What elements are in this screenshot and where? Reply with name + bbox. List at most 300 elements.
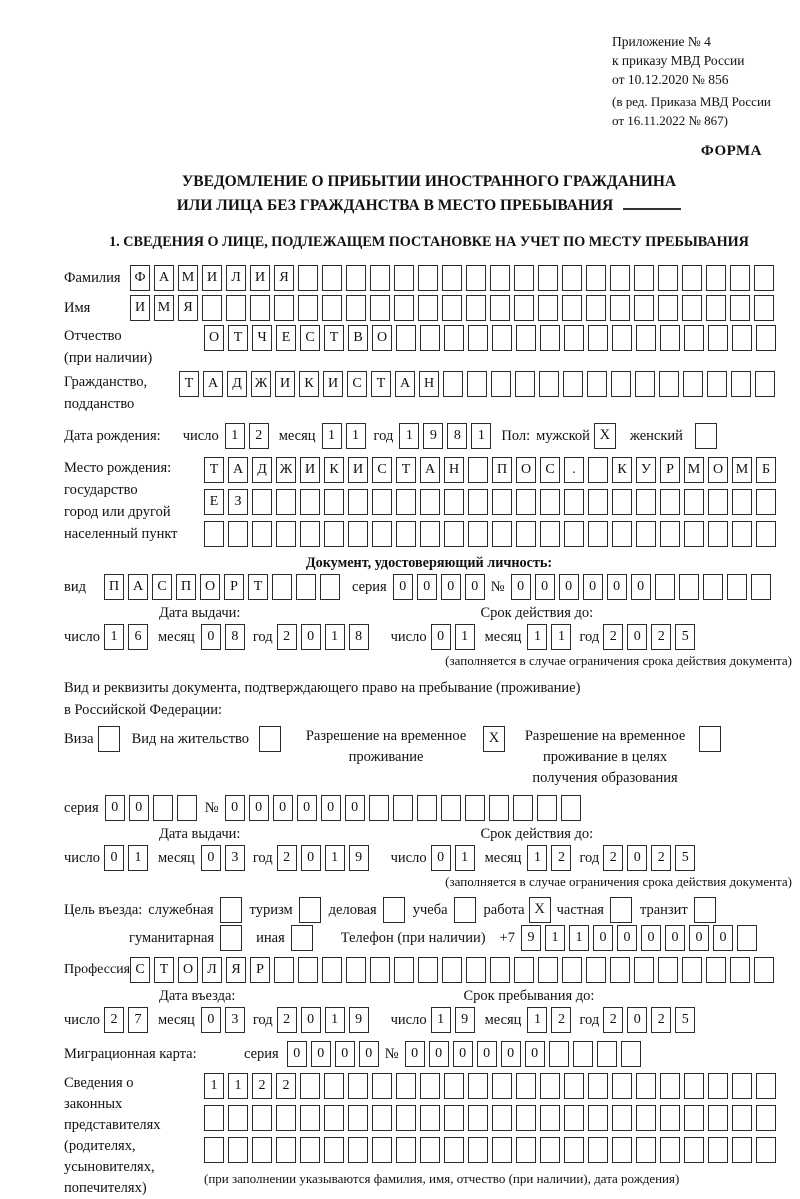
char-cell[interactable] xyxy=(562,957,582,983)
char-cell[interactable]: 2 xyxy=(603,1007,623,1033)
char-cell[interactable] xyxy=(756,1073,776,1099)
char-cell[interactable] xyxy=(491,371,511,397)
char-cell[interactable]: П xyxy=(176,574,196,600)
char-cell[interactable]: 0 xyxy=(535,574,555,600)
char-cell[interactable] xyxy=(252,489,272,515)
char-cell[interactable] xyxy=(612,325,632,351)
char-cell[interactable]: С xyxy=(540,457,560,483)
char-cell[interactable] xyxy=(418,265,438,291)
char-cell[interactable] xyxy=(706,265,726,291)
char-cell[interactable] xyxy=(276,521,296,547)
char-cell[interactable] xyxy=(660,489,680,515)
char-cell[interactable]: Т xyxy=(204,457,224,483)
char-cell[interactable] xyxy=(586,265,606,291)
char-cell[interactable]: . xyxy=(564,457,584,483)
char-cell[interactable]: 0 xyxy=(225,795,245,821)
char-cell[interactable] xyxy=(394,265,414,291)
char-cell[interactable]: 2 xyxy=(276,1073,296,1099)
char-cell[interactable]: 3 xyxy=(225,1007,245,1033)
char-cell[interactable] xyxy=(300,1137,320,1163)
purpose-private-checkbox[interactable] xyxy=(610,897,632,923)
char-cell[interactable] xyxy=(587,371,607,397)
char-cell[interactable]: 0 xyxy=(249,795,269,821)
char-cell[interactable] xyxy=(320,574,340,600)
char-cell[interactable]: 0 xyxy=(627,845,647,871)
char-cell[interactable]: С xyxy=(347,371,367,397)
char-cell[interactable] xyxy=(418,957,438,983)
char-cell[interactable] xyxy=(539,371,559,397)
char-cell[interactable] xyxy=(465,795,485,821)
char-cell[interactable] xyxy=(372,1105,392,1131)
char-cell[interactable] xyxy=(324,1105,344,1131)
char-cell[interactable] xyxy=(466,957,486,983)
char-cell[interactable]: И xyxy=(130,295,150,321)
char-cell[interactable] xyxy=(658,265,678,291)
char-cell[interactable] xyxy=(727,574,747,600)
char-cell[interactable] xyxy=(754,295,774,321)
char-cell[interactable] xyxy=(562,295,582,321)
char-cell[interactable] xyxy=(684,1137,704,1163)
char-cell[interactable] xyxy=(420,521,440,547)
char-cell[interactable]: 2 xyxy=(277,1007,297,1033)
char-cell[interactable] xyxy=(756,325,776,351)
char-cell[interactable]: 0 xyxy=(627,1007,647,1033)
char-cell[interactable]: Д xyxy=(227,371,247,397)
char-cell[interactable] xyxy=(658,295,678,321)
char-cell[interactable]: 0 xyxy=(405,1041,425,1067)
char-cell[interactable]: 5 xyxy=(675,624,695,650)
char-cell[interactable]: 0 xyxy=(311,1041,331,1067)
char-cell[interactable]: 0 xyxy=(201,624,221,650)
edu-permit-checkbox[interactable] xyxy=(699,726,721,752)
char-cell[interactable] xyxy=(612,1137,632,1163)
char-cell[interactable] xyxy=(324,1137,344,1163)
char-cell[interactable] xyxy=(372,489,392,515)
char-cell[interactable] xyxy=(394,957,414,983)
char-cell[interactable] xyxy=(348,1105,368,1131)
char-cell[interactable]: 0 xyxy=(393,574,413,600)
char-cell[interactable] xyxy=(730,957,750,983)
char-cell[interactable]: 9 xyxy=(423,423,443,449)
char-cell[interactable] xyxy=(563,371,583,397)
char-cell[interactable]: Т xyxy=(228,325,248,351)
char-cell[interactable] xyxy=(682,265,702,291)
char-cell[interactable]: У xyxy=(636,457,656,483)
char-cell[interactable] xyxy=(276,1105,296,1131)
char-cell[interactable]: 8 xyxy=(225,624,245,650)
char-cell[interactable] xyxy=(444,521,464,547)
char-cell[interactable]: Я xyxy=(274,265,294,291)
purpose-work-checkbox[interactable]: X xyxy=(529,897,551,923)
char-cell[interactable] xyxy=(516,1105,536,1131)
char-cell[interactable]: 0 xyxy=(105,795,125,821)
char-cell[interactable] xyxy=(612,489,632,515)
sex-female-checkbox[interactable] xyxy=(695,423,717,449)
char-cell[interactable]: В xyxy=(348,325,368,351)
char-cell[interactable] xyxy=(732,521,752,547)
char-cell[interactable]: К xyxy=(324,457,344,483)
char-cell[interactable] xyxy=(516,1137,536,1163)
char-cell[interactable]: Ж xyxy=(276,457,296,483)
char-cell[interactable] xyxy=(370,295,390,321)
char-cell[interactable] xyxy=(492,1073,512,1099)
char-cell[interactable]: Е xyxy=(204,489,224,515)
char-cell[interactable] xyxy=(514,295,534,321)
char-cell[interactable] xyxy=(348,1073,368,1099)
char-cell[interactable] xyxy=(564,325,584,351)
char-cell[interactable] xyxy=(707,371,727,397)
char-cell[interactable] xyxy=(610,265,630,291)
char-cell[interactable] xyxy=(444,1105,464,1131)
char-cell[interactable] xyxy=(708,521,728,547)
purpose-study-checkbox[interactable] xyxy=(454,897,476,923)
char-cell[interactable] xyxy=(252,521,272,547)
char-cell[interactable]: 0 xyxy=(417,574,437,600)
char-cell[interactable] xyxy=(492,521,512,547)
char-cell[interactable] xyxy=(660,521,680,547)
char-cell[interactable] xyxy=(418,295,438,321)
char-cell[interactable] xyxy=(492,1137,512,1163)
char-cell[interactable]: 0 xyxy=(201,845,221,871)
char-cell[interactable]: М xyxy=(684,457,704,483)
char-cell[interactable]: А xyxy=(420,457,440,483)
char-cell[interactable]: 1 xyxy=(431,1007,451,1033)
char-cell[interactable] xyxy=(610,295,630,321)
char-cell[interactable]: 1 xyxy=(545,925,565,951)
char-cell[interactable] xyxy=(684,521,704,547)
char-cell[interactable] xyxy=(660,1137,680,1163)
char-cell[interactable]: 0 xyxy=(273,795,293,821)
char-cell[interactable] xyxy=(537,795,557,821)
char-cell[interactable]: 2 xyxy=(651,845,671,871)
char-cell[interactable] xyxy=(610,957,630,983)
char-cell[interactable] xyxy=(420,1073,440,1099)
char-cell[interactable]: Р xyxy=(224,574,244,600)
char-cell[interactable] xyxy=(396,325,416,351)
char-cell[interactable]: 0 xyxy=(287,1041,307,1067)
char-cell[interactable]: 9 xyxy=(349,845,369,871)
char-cell[interactable] xyxy=(513,795,533,821)
char-cell[interactable]: 0 xyxy=(627,624,647,650)
char-cell[interactable] xyxy=(250,295,270,321)
char-cell[interactable] xyxy=(706,957,726,983)
char-cell[interactable] xyxy=(276,489,296,515)
char-cell[interactable] xyxy=(252,1105,272,1131)
char-cell[interactable]: 0 xyxy=(583,574,603,600)
char-cell[interactable]: 0 xyxy=(441,574,461,600)
char-cell[interactable] xyxy=(636,521,656,547)
char-cell[interactable] xyxy=(514,265,534,291)
char-cell[interactable]: И xyxy=(300,457,320,483)
char-cell[interactable]: 2 xyxy=(651,624,671,650)
char-cell[interactable]: 0 xyxy=(617,925,637,951)
char-cell[interactable] xyxy=(348,489,368,515)
char-cell[interactable]: О xyxy=(200,574,220,600)
char-cell[interactable] xyxy=(549,1041,569,1067)
char-cell[interactable] xyxy=(586,957,606,983)
char-cell[interactable]: Н xyxy=(444,457,464,483)
char-cell[interactable] xyxy=(324,521,344,547)
char-cell[interactable] xyxy=(658,957,678,983)
char-cell[interactable] xyxy=(708,1137,728,1163)
char-cell[interactable]: А xyxy=(128,574,148,600)
char-cell[interactable]: М xyxy=(154,295,174,321)
char-cell[interactable]: 0 xyxy=(345,795,365,821)
char-cell[interactable] xyxy=(561,795,581,821)
char-cell[interactable] xyxy=(252,1137,272,1163)
char-cell[interactable]: 0 xyxy=(301,624,321,650)
char-cell[interactable] xyxy=(732,489,752,515)
char-cell[interactable]: Д xyxy=(252,457,272,483)
char-cell[interactable] xyxy=(322,265,342,291)
char-cell[interactable]: К xyxy=(299,371,319,397)
char-cell[interactable] xyxy=(682,957,702,983)
char-cell[interactable] xyxy=(228,1137,248,1163)
char-cell[interactable] xyxy=(588,1137,608,1163)
char-cell[interactable] xyxy=(396,521,416,547)
char-cell[interactable] xyxy=(540,325,560,351)
char-cell[interactable] xyxy=(396,1105,416,1131)
char-cell[interactable] xyxy=(754,957,774,983)
char-cell[interactable] xyxy=(684,489,704,515)
char-cell[interactable] xyxy=(516,1073,536,1099)
char-cell[interactable]: 1 xyxy=(455,624,475,650)
char-cell[interactable]: А xyxy=(154,265,174,291)
char-cell[interactable]: 2 xyxy=(277,624,297,650)
char-cell[interactable]: 1 xyxy=(527,624,547,650)
char-cell[interactable] xyxy=(468,489,488,515)
char-cell[interactable]: О xyxy=(516,457,536,483)
char-cell[interactable] xyxy=(684,1073,704,1099)
char-cell[interactable]: 0 xyxy=(525,1041,545,1067)
char-cell[interactable]: 0 xyxy=(511,574,531,600)
char-cell[interactable] xyxy=(612,521,632,547)
char-cell[interactable] xyxy=(274,957,294,983)
char-cell[interactable] xyxy=(490,957,510,983)
purpose-business-checkbox[interactable] xyxy=(383,897,405,923)
char-cell[interactable] xyxy=(564,489,584,515)
char-cell[interactable]: 1 xyxy=(128,845,148,871)
char-cell[interactable] xyxy=(394,295,414,321)
char-cell[interactable] xyxy=(346,295,366,321)
char-cell[interactable] xyxy=(372,1073,392,1099)
char-cell[interactable] xyxy=(466,295,486,321)
char-cell[interactable] xyxy=(300,1105,320,1131)
char-cell[interactable] xyxy=(348,521,368,547)
char-cell[interactable]: Ч xyxy=(252,325,272,351)
char-cell[interactable] xyxy=(683,371,703,397)
char-cell[interactable] xyxy=(444,325,464,351)
char-cell[interactable] xyxy=(516,521,536,547)
char-cell[interactable]: 1 xyxy=(325,624,345,650)
char-cell[interactable] xyxy=(370,957,390,983)
char-cell[interactable]: Т xyxy=(248,574,268,600)
char-cell[interactable]: И xyxy=(275,371,295,397)
char-cell[interactable]: М xyxy=(732,457,752,483)
char-cell[interactable] xyxy=(660,325,680,351)
char-cell[interactable] xyxy=(298,265,318,291)
char-cell[interactable] xyxy=(442,957,462,983)
char-cell[interactable]: 5 xyxy=(675,845,695,871)
char-cell[interactable]: 1 xyxy=(527,845,547,871)
char-cell[interactable]: С xyxy=(130,957,150,983)
char-cell[interactable] xyxy=(684,1105,704,1131)
temp-permit-checkbox[interactable]: X xyxy=(483,726,505,752)
char-cell[interactable] xyxy=(396,1073,416,1099)
char-cell[interactable] xyxy=(636,1137,656,1163)
char-cell[interactable] xyxy=(756,1105,776,1131)
char-cell[interactable] xyxy=(300,521,320,547)
char-cell[interactable]: 2 xyxy=(252,1073,272,1099)
char-cell[interactable]: 8 xyxy=(447,423,467,449)
char-cell[interactable]: 6 xyxy=(128,624,148,650)
char-cell[interactable] xyxy=(467,371,487,397)
char-cell[interactable]: 0 xyxy=(129,795,149,821)
char-cell[interactable] xyxy=(489,795,509,821)
char-cell[interactable]: 1 xyxy=(104,624,124,650)
char-cell[interactable]: Ж xyxy=(251,371,271,397)
char-cell[interactable]: 1 xyxy=(228,1073,248,1099)
char-cell[interactable] xyxy=(636,1105,656,1131)
char-cell[interactable]: М xyxy=(178,265,198,291)
char-cell[interactable] xyxy=(369,795,389,821)
char-cell[interactable]: 1 xyxy=(225,423,245,449)
char-cell[interactable]: Т xyxy=(396,457,416,483)
char-cell[interactable] xyxy=(756,521,776,547)
char-cell[interactable]: Я xyxy=(178,295,198,321)
char-cell[interactable]: 0 xyxy=(335,1041,355,1067)
char-cell[interactable] xyxy=(372,521,392,547)
char-cell[interactable]: 1 xyxy=(325,845,345,871)
char-cell[interactable]: С xyxy=(372,457,392,483)
char-cell[interactable]: 0 xyxy=(453,1041,473,1067)
char-cell[interactable]: 0 xyxy=(301,1007,321,1033)
char-cell[interactable] xyxy=(564,521,584,547)
char-cell[interactable] xyxy=(444,489,464,515)
char-cell[interactable] xyxy=(420,489,440,515)
char-cell[interactable]: 5 xyxy=(675,1007,695,1033)
char-cell[interactable]: 0 xyxy=(297,795,317,821)
char-cell[interactable] xyxy=(322,295,342,321)
char-cell[interactable] xyxy=(204,521,224,547)
char-cell[interactable] xyxy=(468,1105,488,1131)
char-cell[interactable]: 0 xyxy=(665,925,685,951)
char-cell[interactable] xyxy=(684,325,704,351)
char-cell[interactable] xyxy=(300,1073,320,1099)
char-cell[interactable] xyxy=(660,1073,680,1099)
char-cell[interactable] xyxy=(370,265,390,291)
char-cell[interactable]: 0 xyxy=(477,1041,497,1067)
char-cell[interactable] xyxy=(754,265,774,291)
char-cell[interactable] xyxy=(540,1105,560,1131)
char-cell[interactable] xyxy=(298,957,318,983)
char-cell[interactable]: З xyxy=(228,489,248,515)
char-cell[interactable] xyxy=(324,489,344,515)
char-cell[interactable] xyxy=(372,1137,392,1163)
char-cell[interactable]: С xyxy=(152,574,172,600)
char-cell[interactable] xyxy=(348,1137,368,1163)
char-cell[interactable] xyxy=(679,574,699,600)
char-cell[interactable] xyxy=(442,295,462,321)
char-cell[interactable]: Н xyxy=(419,371,439,397)
char-cell[interactable]: Л xyxy=(202,957,222,983)
char-cell[interactable] xyxy=(492,489,512,515)
char-cell[interactable] xyxy=(655,574,675,600)
char-cell[interactable] xyxy=(324,1073,344,1099)
purpose-official-checkbox[interactable] xyxy=(220,897,242,923)
char-cell[interactable] xyxy=(588,457,608,483)
char-cell[interactable]: 0 xyxy=(201,1007,221,1033)
char-cell[interactable]: 1 xyxy=(551,624,571,650)
char-cell[interactable]: Т xyxy=(371,371,391,397)
char-cell[interactable] xyxy=(611,371,631,397)
char-cell[interactable] xyxy=(755,371,775,397)
char-cell[interactable] xyxy=(564,1105,584,1131)
char-cell[interactable] xyxy=(492,1105,512,1131)
char-cell[interactable]: 0 xyxy=(429,1041,449,1067)
char-cell[interactable] xyxy=(490,265,510,291)
char-cell[interactable]: 0 xyxy=(501,1041,521,1067)
char-cell[interactable] xyxy=(296,574,316,600)
char-cell[interactable] xyxy=(732,325,752,351)
char-cell[interactable]: 0 xyxy=(431,624,451,650)
char-cell[interactable] xyxy=(708,489,728,515)
char-cell[interactable] xyxy=(732,1105,752,1131)
char-cell[interactable]: 8 xyxy=(349,624,369,650)
char-cell[interactable]: 2 xyxy=(603,624,623,650)
char-cell[interactable]: И xyxy=(323,371,343,397)
char-cell[interactable] xyxy=(588,489,608,515)
char-cell[interactable]: 2 xyxy=(551,845,571,871)
char-cell[interactable] xyxy=(540,1073,560,1099)
char-cell[interactable] xyxy=(396,1137,416,1163)
char-cell[interactable] xyxy=(538,265,558,291)
char-cell[interactable] xyxy=(490,295,510,321)
char-cell[interactable]: 1 xyxy=(322,423,342,449)
char-cell[interactable] xyxy=(756,489,776,515)
char-cell[interactable]: 0 xyxy=(301,845,321,871)
char-cell[interactable]: 1 xyxy=(399,423,419,449)
char-cell[interactable] xyxy=(660,1105,680,1131)
char-cell[interactable] xyxy=(346,957,366,983)
char-cell[interactable] xyxy=(274,295,294,321)
char-cell[interactable] xyxy=(588,325,608,351)
char-cell[interactable] xyxy=(588,521,608,547)
char-cell[interactable]: 1 xyxy=(346,423,366,449)
char-cell[interactable]: И xyxy=(202,265,222,291)
char-cell[interactable]: 9 xyxy=(455,1007,475,1033)
char-cell[interactable]: 2 xyxy=(277,845,297,871)
char-cell[interactable]: А xyxy=(228,457,248,483)
char-cell[interactable] xyxy=(177,795,197,821)
char-cell[interactable]: 9 xyxy=(349,1007,369,1033)
purpose-transit-checkbox[interactable] xyxy=(694,897,716,923)
char-cell[interactable] xyxy=(417,795,437,821)
char-cell[interactable] xyxy=(300,489,320,515)
char-cell[interactable] xyxy=(588,1105,608,1131)
char-cell[interactable] xyxy=(564,1137,584,1163)
char-cell[interactable] xyxy=(703,574,723,600)
char-cell[interactable] xyxy=(659,371,679,397)
char-cell[interactable] xyxy=(202,295,222,321)
char-cell[interactable] xyxy=(443,371,463,397)
char-cell[interactable] xyxy=(706,295,726,321)
char-cell[interactable] xyxy=(466,265,486,291)
char-cell[interactable] xyxy=(228,1105,248,1131)
char-cell[interactable]: 1 xyxy=(471,423,491,449)
char-cell[interactable] xyxy=(420,1105,440,1131)
char-cell[interactable]: П xyxy=(492,457,512,483)
